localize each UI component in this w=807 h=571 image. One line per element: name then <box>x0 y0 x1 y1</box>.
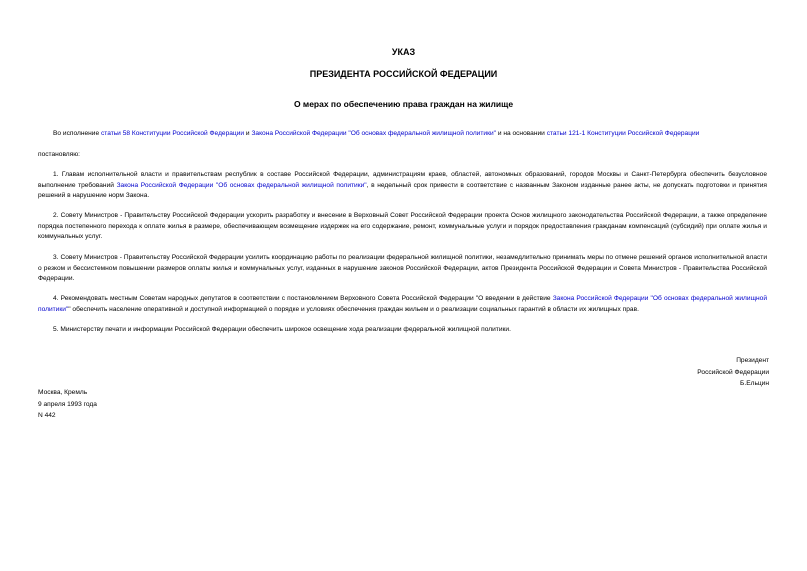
issuer-title: ПРЕЗИДЕНТА РОССИЙСКОЙ ФЕДЕРАЦИИ <box>309 69 498 79</box>
item-4 <box>38 294 767 315</box>
item-1-law-link[interactable]: Закона Российской Федерации "Об основах федеральной жилищной политики" <box>116 181 367 189</box>
signature-block <box>697 355 769 390</box>
document-heading: О мерах по обеспечению права граждан на жилище <box>293 99 514 109</box>
intro-text-3: и на основании <box>495 130 547 137</box>
place-date-block <box>38 387 97 422</box>
decree-word: постановляю: <box>38 151 81 158</box>
item-4-text-b: " обеспечить население оперативной и доступной информацией о порядке и условиях обеспечения граждан жильем и о реализации социальных гарантий в области их жилищных прав. <box>68 305 639 313</box>
intro-text-2: и <box>244 130 252 137</box>
date: 9 апреля 1993 года <box>38 400 97 408</box>
link-article-58[interactable]: статьи 58 Конституции Российской Федерации <box>100 130 245 137</box>
item-1-text-b: , в недельный срок привести в соответствие с названным Законом изданные ранее акты, не допускать подготовки и принятия решений в нарушение норм Закона. <box>38 181 767 200</box>
item-1 <box>38 170 767 202</box>
intro-paragraph <box>53 129 767 140</box>
item-2: 2. Совету Министров - Правительству Российской Федерации ускорить разработку и внесение в Верховный Совет Российской Федерации проекта Основ жилищного законодательства Российской Федерации, а также определение порядка постепенного перехода к оплате жилья в размере, обеспечивающем возмещение издержек на его содержание, ремонт, коммунальные услуги и порядок предоставления гражданам компенсаций (субсидий) при оплате жилья и коммунальных услуг. <box>38 212 767 241</box>
signature-position: Президент <box>736 357 769 364</box>
link-article-121-1[interactable]: статьи 121-1 Конституции Российской Федерации <box>546 130 700 137</box>
item-1-text-a: 1. Главам исполнительной власти и правительствам республик в составе Российской Федерации, администрациям краев, областей, автономных образований, городов Москвы и Санкт-Петербурга обеспечить безусловное выполнение требований <box>38 171 767 189</box>
signature-name: Б.Ельцин <box>740 380 769 387</box>
place: Москва, Кремль <box>38 389 88 396</box>
item-4-law-link[interactable]: Закона Российской Федерации "Об основах федеральной жилищной политики" <box>38 295 768 313</box>
item-4-text-a: 4. Рекомендовать местным Советам народных депутатов в соответствии с постановлением Верховного Совета Российской Федерации "О введении в действие <box>53 295 553 302</box>
document-type-title: УКАЗ <box>391 47 416 57</box>
document-number: N 442 <box>38 412 56 419</box>
item-5: 5. Министерству печати и информации Российской Федерации обеспечить широкое освещение хода реализации федеральной жилищной политики. <box>53 326 511 333</box>
signature-country: Российской Федерации <box>697 368 769 376</box>
intro-text-1: Во исполнение <box>53 130 101 137</box>
link-housing-law[interactable]: Закона Российской Федерации "Об основах федеральной жилищной политики" <box>251 130 496 137</box>
item-3: 3. Совету Министров - Правительству Российской Федерации усилить координацию работы по реализации федеральной жилищной политики, незамедлительно принимать меры по отмене решений органов исполнительной власти о резком и бессистемном повышении размеров оплаты жилья и коммунальных услуг, изданных в нарушение законов Российской Федерации, актов Президента Российской Федерации и Совета Министров - Правительства Российской Федерации. <box>38 254 767 283</box>
